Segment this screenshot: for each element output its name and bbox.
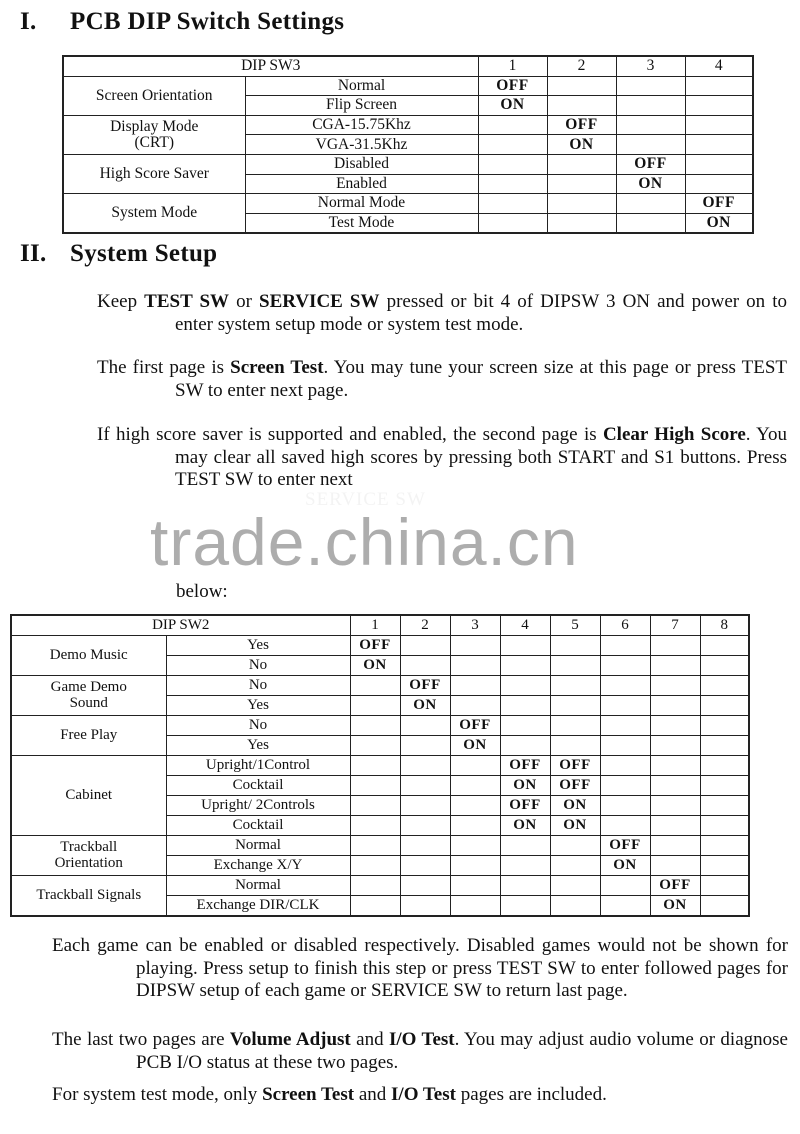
empty-cell bbox=[700, 696, 749, 716]
switch-state-cell: ON bbox=[547, 135, 616, 155]
switch-state-cell: ON bbox=[350, 656, 400, 676]
switch-state-cell: ON bbox=[685, 213, 753, 233]
empty-cell bbox=[700, 816, 749, 836]
empty-cell bbox=[550, 696, 600, 716]
section-1-heading bbox=[20, 8, 344, 36]
setting-option: Upright/1Control bbox=[166, 756, 350, 776]
switch-state-cell: ON bbox=[550, 816, 600, 836]
empty-cell bbox=[700, 656, 749, 676]
setting-name-line: Demo Music bbox=[49, 646, 128, 663]
text-run: pages are included. bbox=[455, 1084, 607, 1105]
empty-cell bbox=[450, 696, 500, 716]
column-header: 1 bbox=[478, 56, 547, 76]
switch-state-cell: ON bbox=[500, 816, 550, 836]
table-row bbox=[11, 876, 749, 896]
empty-cell bbox=[350, 696, 400, 716]
column-header: 5 bbox=[550, 615, 600, 636]
setting-option: Exchange X/Y bbox=[166, 856, 350, 876]
switch-state-cell: OFF bbox=[600, 836, 650, 856]
empty-cell bbox=[700, 776, 749, 796]
switch-state-cell: OFF bbox=[685, 194, 753, 214]
empty-cell bbox=[500, 696, 550, 716]
empty-cell bbox=[616, 96, 685, 116]
empty-cell bbox=[450, 636, 500, 656]
dip-sw3-table bbox=[62, 55, 754, 234]
switch-state-cell: OFF bbox=[500, 796, 550, 816]
text-run: . You may adjust audio volume or diagnose PCB I/O status at these two pages. bbox=[136, 1029, 788, 1073]
empty-cell bbox=[500, 896, 550, 917]
empty-cell bbox=[550, 896, 600, 917]
empty-cell bbox=[478, 174, 547, 194]
empty-cell bbox=[600, 756, 650, 776]
setting-name-line: Orientation bbox=[54, 854, 123, 871]
paragraph-enter-setup bbox=[97, 291, 787, 336]
empty-cell bbox=[650, 816, 700, 836]
setting-option: CGA-15.75Khz bbox=[245, 115, 478, 135]
empty-cell bbox=[650, 856, 700, 876]
empty-cell bbox=[616, 76, 685, 96]
empty-cell bbox=[350, 816, 400, 836]
setting-name bbox=[11, 636, 166, 676]
empty-cell bbox=[400, 896, 450, 917]
bold-term: Clear High Score bbox=[602, 424, 746, 445]
table-row bbox=[63, 194, 753, 214]
empty-cell bbox=[550, 636, 600, 656]
setting-name-line: Trackball Signals bbox=[36, 886, 142, 903]
setting-option: Enabled bbox=[245, 174, 478, 194]
empty-cell bbox=[616, 135, 685, 155]
setting-name-line: Display Mode bbox=[110, 117, 199, 135]
setting-name bbox=[11, 716, 166, 756]
setting-name bbox=[63, 115, 245, 154]
empty-cell bbox=[650, 836, 700, 856]
setting-name bbox=[11, 676, 166, 716]
empty-cell bbox=[500, 836, 550, 856]
empty-cell bbox=[450, 836, 500, 856]
empty-cell bbox=[550, 736, 600, 756]
empty-cell bbox=[616, 213, 685, 233]
empty-cell bbox=[478, 194, 547, 214]
table-header-row bbox=[11, 615, 749, 636]
empty-cell bbox=[500, 676, 550, 696]
empty-cell bbox=[700, 836, 749, 856]
setting-option: Cocktail bbox=[166, 816, 350, 836]
empty-cell bbox=[600, 796, 650, 816]
switch-state-cell: OFF bbox=[478, 76, 547, 96]
setting-name bbox=[11, 756, 166, 836]
empty-cell bbox=[650, 796, 700, 816]
empty-cell bbox=[600, 676, 650, 696]
empty-cell bbox=[685, 76, 753, 96]
empty-cell bbox=[400, 876, 450, 896]
empty-cell bbox=[685, 135, 753, 155]
bold-term: TEST SW bbox=[144, 291, 230, 312]
paragraph-below: below: bbox=[176, 581, 228, 602]
paragraph-screen-test bbox=[97, 357, 787, 402]
text-run: and bbox=[354, 1084, 392, 1105]
empty-cell bbox=[650, 716, 700, 736]
empty-cell bbox=[450, 676, 500, 696]
setting-option: Normal Mode bbox=[245, 194, 478, 214]
text-run: or bbox=[229, 291, 260, 312]
setting-option: Upright/ 2Controls bbox=[166, 796, 350, 816]
empty-cell bbox=[350, 896, 400, 917]
empty-cell bbox=[350, 676, 400, 696]
empty-cell bbox=[478, 154, 547, 174]
empty-cell bbox=[550, 876, 600, 896]
empty-cell bbox=[400, 736, 450, 756]
empty-cell bbox=[350, 856, 400, 876]
empty-cell bbox=[450, 796, 500, 816]
empty-cell bbox=[500, 716, 550, 736]
dip-sw2-table bbox=[10, 614, 750, 917]
column-header: 1 bbox=[350, 615, 400, 636]
switch-state-cell: ON bbox=[500, 776, 550, 796]
setting-option: Cocktail bbox=[166, 776, 350, 796]
switch-state-cell: OFF bbox=[400, 676, 450, 696]
column-header: 3 bbox=[616, 56, 685, 76]
setting-option: Normal bbox=[245, 76, 478, 96]
text-run: For system test mode, only bbox=[52, 1084, 263, 1105]
text-run: Keep bbox=[97, 291, 145, 312]
switch-state-cell: ON bbox=[450, 736, 500, 756]
table-row bbox=[63, 76, 753, 96]
setting-name bbox=[11, 876, 166, 917]
column-header: 7 bbox=[650, 615, 700, 636]
switch-state-cell: ON bbox=[550, 796, 600, 816]
dip-sw2-body bbox=[11, 636, 749, 917]
empty-cell bbox=[500, 656, 550, 676]
empty-cell bbox=[500, 876, 550, 896]
table-row bbox=[11, 716, 749, 736]
paragraph-test-mode bbox=[52, 1084, 788, 1107]
empty-cell bbox=[600, 816, 650, 836]
empty-cell bbox=[350, 736, 400, 756]
switch-state-cell: OFF bbox=[500, 756, 550, 776]
empty-cell bbox=[550, 716, 600, 736]
section-2-heading bbox=[20, 240, 217, 268]
empty-cell bbox=[400, 776, 450, 796]
switch-state-cell: ON bbox=[616, 174, 685, 194]
setting-name-line: Free Play bbox=[60, 726, 118, 743]
empty-cell bbox=[550, 656, 600, 676]
setting-option: Normal bbox=[166, 836, 350, 856]
text-run: The first page is bbox=[97, 357, 231, 378]
setting-option: No bbox=[166, 676, 350, 696]
empty-cell bbox=[700, 796, 749, 816]
watermark: trade.china.cn bbox=[150, 505, 579, 579]
paragraph-volume-io bbox=[52, 1029, 788, 1074]
empty-cell bbox=[700, 896, 749, 917]
empty-cell bbox=[650, 656, 700, 676]
text-run: and bbox=[350, 1029, 389, 1050]
section-2-title: System Setup bbox=[70, 240, 218, 267]
table-row bbox=[63, 115, 753, 135]
table-row bbox=[63, 154, 753, 174]
text-run: pressed or bit 4 of DIPSW 3 ON and power on to enter system setup mode or system test mode. bbox=[175, 291, 788, 335]
setting-name bbox=[63, 154, 245, 193]
bold-term: Volume Adjust bbox=[229, 1029, 351, 1050]
empty-cell bbox=[400, 836, 450, 856]
dip-sw3-header: DIP SW3 bbox=[63, 56, 478, 76]
empty-cell bbox=[685, 115, 753, 135]
empty-cell bbox=[400, 756, 450, 776]
bold-term: Screen Test bbox=[262, 1084, 355, 1105]
empty-cell bbox=[547, 96, 616, 116]
text-run: The last two pages are bbox=[52, 1029, 230, 1050]
column-header: 6 bbox=[600, 615, 650, 636]
empty-cell bbox=[700, 756, 749, 776]
setting-option: Flip Screen bbox=[245, 96, 478, 116]
empty-cell bbox=[400, 636, 450, 656]
empty-cell bbox=[700, 876, 749, 896]
empty-cell bbox=[700, 636, 749, 656]
empty-cell bbox=[350, 796, 400, 816]
table-header-row bbox=[63, 56, 753, 76]
empty-cell bbox=[450, 656, 500, 676]
empty-cell bbox=[600, 636, 650, 656]
empty-cell bbox=[600, 656, 650, 676]
empty-cell bbox=[400, 856, 450, 876]
table-row bbox=[11, 836, 749, 856]
empty-cell bbox=[600, 716, 650, 736]
empty-cell bbox=[400, 716, 450, 736]
switch-state-cell: OFF bbox=[650, 876, 700, 896]
empty-cell bbox=[478, 213, 547, 233]
bold-term: I/O Test bbox=[389, 1029, 455, 1050]
empty-cell bbox=[616, 194, 685, 214]
setting-name-line: System Mode bbox=[111, 204, 198, 222]
empty-cell bbox=[450, 816, 500, 836]
dip-sw3-body bbox=[63, 76, 753, 233]
empty-cell bbox=[616, 115, 685, 135]
empty-cell bbox=[650, 776, 700, 796]
switch-state-cell: ON bbox=[650, 896, 700, 917]
switch-state-cell: OFF bbox=[350, 636, 400, 656]
setting-option: Test Mode bbox=[245, 213, 478, 233]
setting-name bbox=[63, 76, 245, 115]
table-row bbox=[11, 636, 749, 656]
setting-option: Yes bbox=[166, 636, 350, 656]
empty-cell bbox=[547, 194, 616, 214]
column-header: 2 bbox=[400, 615, 450, 636]
empty-cell bbox=[650, 696, 700, 716]
empty-cell bbox=[700, 716, 749, 736]
table-row bbox=[11, 676, 749, 696]
column-header: 3 bbox=[450, 615, 500, 636]
empty-cell bbox=[650, 676, 700, 696]
empty-cell bbox=[400, 796, 450, 816]
empty-cell bbox=[547, 213, 616, 233]
empty-cell bbox=[478, 115, 547, 135]
empty-cell bbox=[600, 876, 650, 896]
column-header: 4 bbox=[500, 615, 550, 636]
empty-cell bbox=[700, 676, 749, 696]
setting-option: No bbox=[166, 716, 350, 736]
setting-option: Yes bbox=[166, 736, 350, 756]
text-run: If high score saver is supported and enabled, the second page is bbox=[97, 424, 603, 445]
setting-name bbox=[11, 836, 166, 876]
empty-cell bbox=[650, 736, 700, 756]
switch-state-cell: OFF bbox=[616, 154, 685, 174]
paragraph-clear-high-score bbox=[97, 424, 787, 492]
empty-cell bbox=[550, 836, 600, 856]
switch-state-cell: OFF bbox=[550, 776, 600, 796]
setting-name-line: High Score Saver bbox=[99, 164, 209, 182]
table-row bbox=[11, 756, 749, 776]
empty-cell bbox=[500, 636, 550, 656]
switch-state-cell: ON bbox=[600, 856, 650, 876]
empty-cell bbox=[500, 856, 550, 876]
empty-cell bbox=[685, 174, 753, 194]
empty-cell bbox=[450, 876, 500, 896]
bold-term: Screen Test bbox=[230, 357, 324, 378]
bold-term: SERVICE SW bbox=[259, 291, 380, 312]
switch-state-cell: OFF bbox=[547, 115, 616, 135]
setting-option: Disabled bbox=[245, 154, 478, 174]
empty-cell bbox=[650, 756, 700, 776]
empty-cell bbox=[350, 716, 400, 736]
empty-cell bbox=[400, 816, 450, 836]
setting-name-line: Screen Orientation bbox=[95, 86, 213, 104]
switch-state-cell: ON bbox=[400, 696, 450, 716]
empty-cell bbox=[700, 736, 749, 756]
empty-cell bbox=[685, 154, 753, 174]
empty-cell bbox=[400, 656, 450, 676]
text-run: . You may tune your screen size at this page or press TEST SW to enter next page. bbox=[175, 357, 788, 401]
text-run: . You may clear all saved high scores by pressing both START and S1 buttons. Press TEST SW to enter next bbox=[175, 424, 787, 490]
empty-cell bbox=[600, 776, 650, 796]
setting-option: Yes bbox=[166, 696, 350, 716]
dip-sw2-header: DIP SW2 bbox=[11, 615, 350, 636]
empty-cell bbox=[450, 896, 500, 917]
section-1-title: PCB DIP Switch Settings bbox=[70, 8, 345, 35]
column-header: 4 bbox=[685, 56, 753, 76]
empty-cell bbox=[685, 96, 753, 116]
switch-state-cell: OFF bbox=[550, 756, 600, 776]
section-2-number: II. bbox=[20, 240, 47, 267]
empty-cell bbox=[350, 836, 400, 856]
setting-name bbox=[63, 194, 245, 234]
empty-cell bbox=[600, 736, 650, 756]
setting-option: VGA-31.5Khz bbox=[245, 135, 478, 155]
setting-name-line: Trackball bbox=[60, 838, 118, 855]
column-header: 2 bbox=[547, 56, 616, 76]
setting-option: No bbox=[166, 656, 350, 676]
empty-cell bbox=[450, 776, 500, 796]
empty-cell bbox=[350, 776, 400, 796]
empty-cell bbox=[350, 876, 400, 896]
bold-term: I/O Test bbox=[391, 1084, 456, 1105]
empty-cell bbox=[700, 856, 749, 876]
empty-cell bbox=[450, 756, 500, 776]
empty-cell bbox=[600, 896, 650, 917]
empty-cell bbox=[550, 856, 600, 876]
empty-cell bbox=[478, 135, 547, 155]
setting-option: Exchange DIR/CLK bbox=[166, 896, 350, 917]
switch-state-cell: ON bbox=[478, 96, 547, 116]
setting-name-line: Cabinet bbox=[65, 786, 113, 803]
setting-name-line: Sound bbox=[69, 694, 108, 711]
setting-name-line: (CRT) bbox=[134, 133, 175, 151]
empty-cell bbox=[550, 676, 600, 696]
section-1-number: I. bbox=[20, 8, 37, 35]
empty-cell bbox=[547, 154, 616, 174]
paragraph-enable-games bbox=[52, 935, 788, 1003]
empty-cell bbox=[450, 856, 500, 876]
setting-name-line: Game Demo bbox=[50, 678, 127, 695]
setting-option: Normal bbox=[166, 876, 350, 896]
empty-cell bbox=[500, 736, 550, 756]
text-run: Each game can be enabled or disabled respectively. Disabled games would not be shown for playing. Press setup to finish this step or press TEST SW to enter followed pages for DIPSW setup of each game or SERVICE SW to return last page. bbox=[52, 935, 788, 1001]
column-header: 8 bbox=[700, 615, 749, 636]
switch-state-cell: OFF bbox=[450, 716, 500, 736]
empty-cell bbox=[600, 696, 650, 716]
empty-cell bbox=[650, 636, 700, 656]
empty-cell bbox=[547, 76, 616, 96]
empty-cell bbox=[350, 756, 400, 776]
empty-cell bbox=[547, 174, 616, 194]
